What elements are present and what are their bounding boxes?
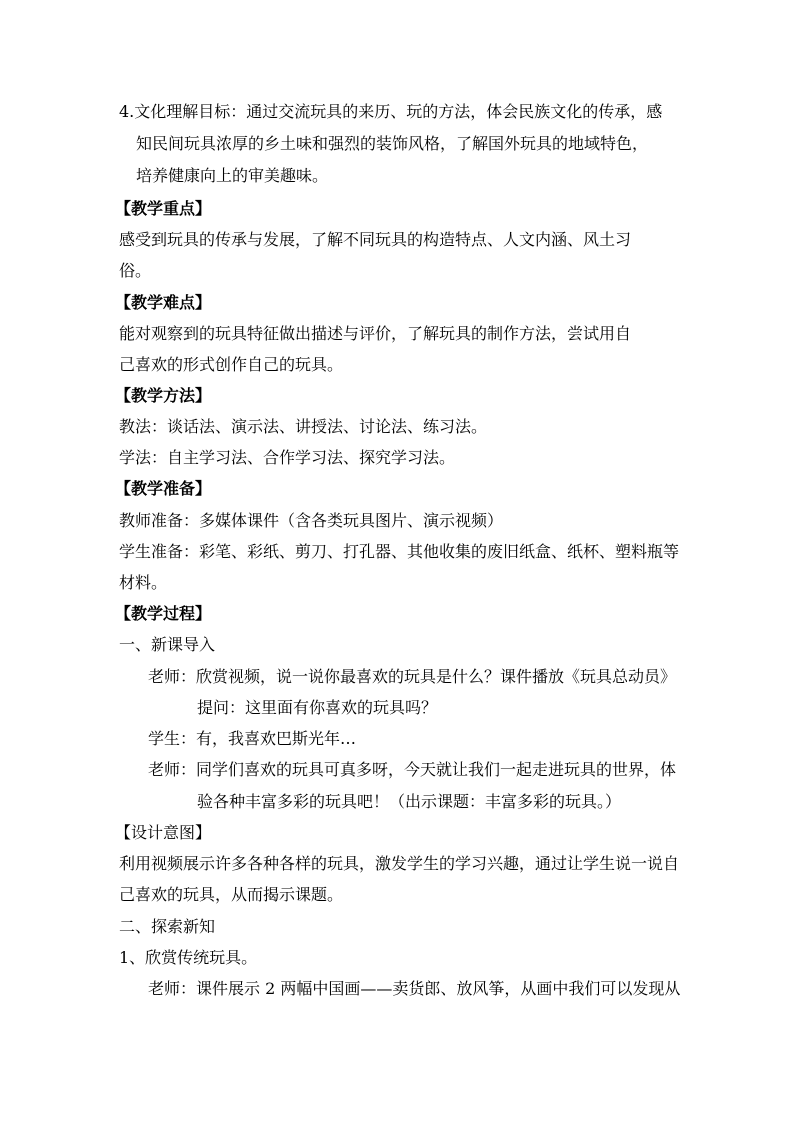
heading-teaching-process: 【教学过程】 [115, 604, 212, 623]
key-points-line-2: 俗。 [119, 261, 152, 280]
learning-method-line: 学法：自主学习法、合作学习法、探究学习法。 [119, 448, 456, 467]
teaching-method-line: 教法：谈话法、演示法、讲授法、讨论法、练习法。 [119, 417, 488, 436]
section-2-title: 二、探索新知 [119, 917, 216, 936]
heading-teaching-methods: 【教学方法】 [115, 386, 212, 405]
teacher-line-3a: 老师：课件展示 2 两幅中国画——卖货郎、放风筝，从画中我们可以发现从 [148, 979, 681, 998]
section-1-title: 一、新课导入 [119, 635, 216, 654]
goal4-line-2: 知民间玩具浓厚的乡土味和强烈的装饰风格，了解国外玩具的地域特色， [136, 134, 649, 153]
key-points-line-1: 感受到玩具的传承与发展，了解不同玩具的构造特点、人文内涵、风土习 [119, 230, 632, 249]
heading-preparation: 【教学准备】 [115, 479, 212, 498]
subsection-1-title: 1、欣赏传统玩具。 [119, 948, 258, 967]
teacher-line-1a: 老师：欣赏视频，说一说你最喜欢的玩具是什么？课件播放《玩具总动员》 [148, 667, 677, 686]
student-line-1: 学生：有，我喜欢巴斯光年… [148, 729, 357, 748]
teacher-line-2a: 老师：同学们喜欢的玩具可真多呀，今天就让我们一起走进玩具的世界，体 [148, 760, 677, 779]
heading-difficult-points: 【教学难点】 [115, 293, 212, 312]
teacher-line-1b: 提问：这里面有你喜欢的玩具吗？ [197, 698, 438, 717]
design-intent-line-1: 利用视频展示许多各种各样的玩具，激发学生的学习兴趣，通过让学生说一说自 [119, 854, 680, 873]
student-preparation-line-1: 学生准备：彩笔、彩纸、剪刀、打孔器、其他收集的废旧纸盒、纸杯、塑料瓶等 [119, 542, 680, 561]
teacher-preparation-line: 教师准备：多媒体课件（含各类玩具图片、演示视频） [119, 511, 504, 530]
teacher-line-2b: 验各种丰富多彩的玩具吧！（出示课题：丰富多彩的玩具。） [197, 792, 622, 811]
design-intent-line-2: 己喜欢的玩具，从而揭示课题。 [119, 885, 344, 904]
goal4-line-3: 培养健康向上的审美趣味。 [136, 166, 329, 185]
student-preparation-line-2: 材料。 [119, 573, 168, 592]
heading-design-intent: 【设计意图】 [115, 823, 212, 842]
goal4-line-1: 4.文化理解目标：通过交流玩具的来历、玩的方法，体会民族文化的传承，感 [119, 102, 663, 121]
heading-key-points: 【教学重点】 [115, 199, 212, 218]
difficult-points-line-2: 己喜欢的形式创作自己的玩具。 [119, 355, 344, 374]
difficult-points-line-1: 能对观察到的玩具特征做出描述与评价，了解玩具的制作方法，尝试用自 [119, 324, 632, 343]
